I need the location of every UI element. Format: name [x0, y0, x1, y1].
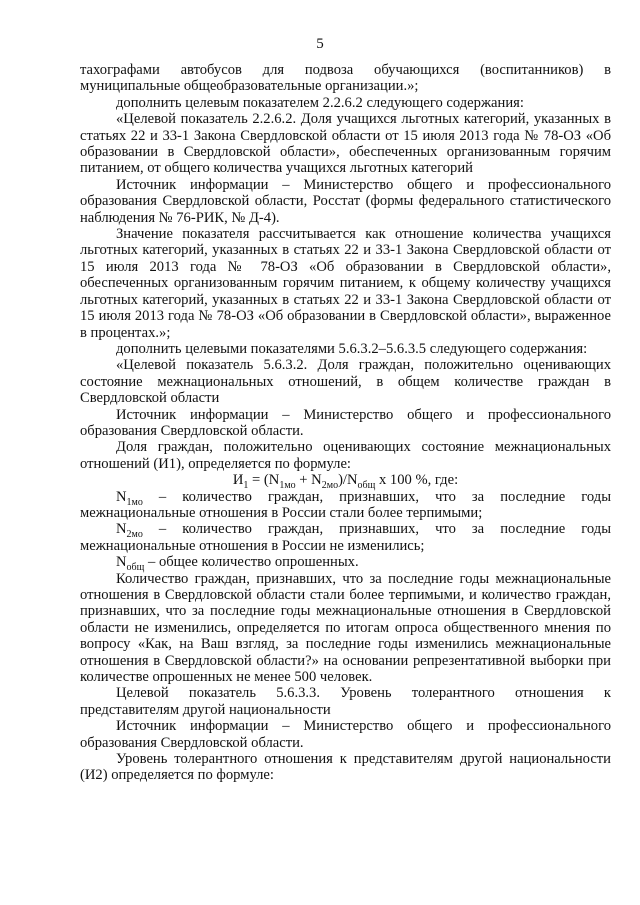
- paragraph-2: дополнить целевым показателем 2.2.6.2 следующего содержания:: [116, 94, 524, 111]
- definition-nobsh: $N_{общ}$ – общее количество опрошенных.: [116, 554, 359, 574]
- paragraph-12: Источник информации – Министерство общего и профессионального образования Свердловской области.: [80, 718, 611, 751]
- paragraph-3: «Целевой показатель 2.2.6.2. Доля учащихся льготных категорий, указанных в статьях 22 и 33-1 Закона Свердловской области от 15 июля 2013 года № 78-ОЗ «Об образовании в Свердловской области», обеспеченных организованным горячим питанием, от общего количества учащихся льготных категорий: [80, 111, 611, 177]
- paragraph-13: Уровень толерантного отношения к представителям другой национальности (И2) определяется по формуле:: [80, 751, 611, 784]
- paragraph-10: Количество граждан, признавших, что за последние годы межнациональные отношения в Свердловской области стали более терпимыми, и количество граждан, признавших, что за последние годы межнациональные отношения в Свердловской области не изменились, определяется по итогам опроса общественного мнения по вопросу «Как, на Ваш взгляд, за последние годы изменились межнациональные отношения в Свердловской области?» на основании репрезентативной выборки при количестве опрошенных не менее 500 человек.: [80, 570, 611, 686]
- paragraph-5: Значение показателя рассчитывается как отношение количества учащихся льготных категорий, указанных в статьях 22 и 33-1 Закона Свердловской области от 15 июля 2013 года № 78-ОЗ «Об образовании в Свердловской области», обеспеченных организованным горячим питанием, к общему количеству учащихся льготных категорий, указанных в статьях 22 и 33-1 Закона Свердловской области от 15 июля 2013 года № 78-ОЗ «Об образовании в Свердловской области», выраженное в процентах.»;: [80, 226, 611, 341]
- formula-i1: $И_1 = (N_{1мо} + N_{2мо})/N_{общ}$ x 100 %, где:: [232, 472, 459, 492]
- paragraph-1: тахографами автобусов для подвоза обучающихся (воспитанников) в муниципальные общеобразовательные организации.»;: [80, 62, 611, 95]
- paragraph-8: Источник информации – Министерство общего и профессионального образования Свердловской области.: [80, 406, 611, 439]
- paragraph-6: дополнить целевыми показателями 5.6.3.2–5.6.3.5 следующего содержания:: [116, 340, 588, 357]
- paragraph-9: Доля граждан, положительно оценивающих состояние межнациональных отношений (И1), определяется по формуле:: [80, 439, 611, 472]
- page-number: 5: [316, 36, 324, 52]
- definition-n1mo: $N_{1мо}$ – количество граждан, признавших, что за последние годы межнациональные отношения в России стали более терпимыми;: [80, 488, 611, 521]
- paragraph-11: Целевой показатель 5.6.3.3. Уровень толерантного отношения к представителям другой национальности: [80, 685, 611, 718]
- definition-n2mo: $N_{2мо}$ – количество граждан, признавших, что за последние годы межнациональные отношения в России не изменились;: [80, 521, 611, 554]
- paragraph-4: Источник информации – Министерство общего и профессионального образования Свердловской области, Росстат (формы федерального статистического наблюдения № 76-РИК, № Д-4).: [80, 176, 611, 226]
- document-body: [80, 62, 611, 784]
- paragraph-7: «Целевой показатель 5.6.3.2. Доля граждан, положительно оценивающих состояние межнациональных отношений, в общем количестве граждан в Свердловской области: [80, 357, 611, 407]
